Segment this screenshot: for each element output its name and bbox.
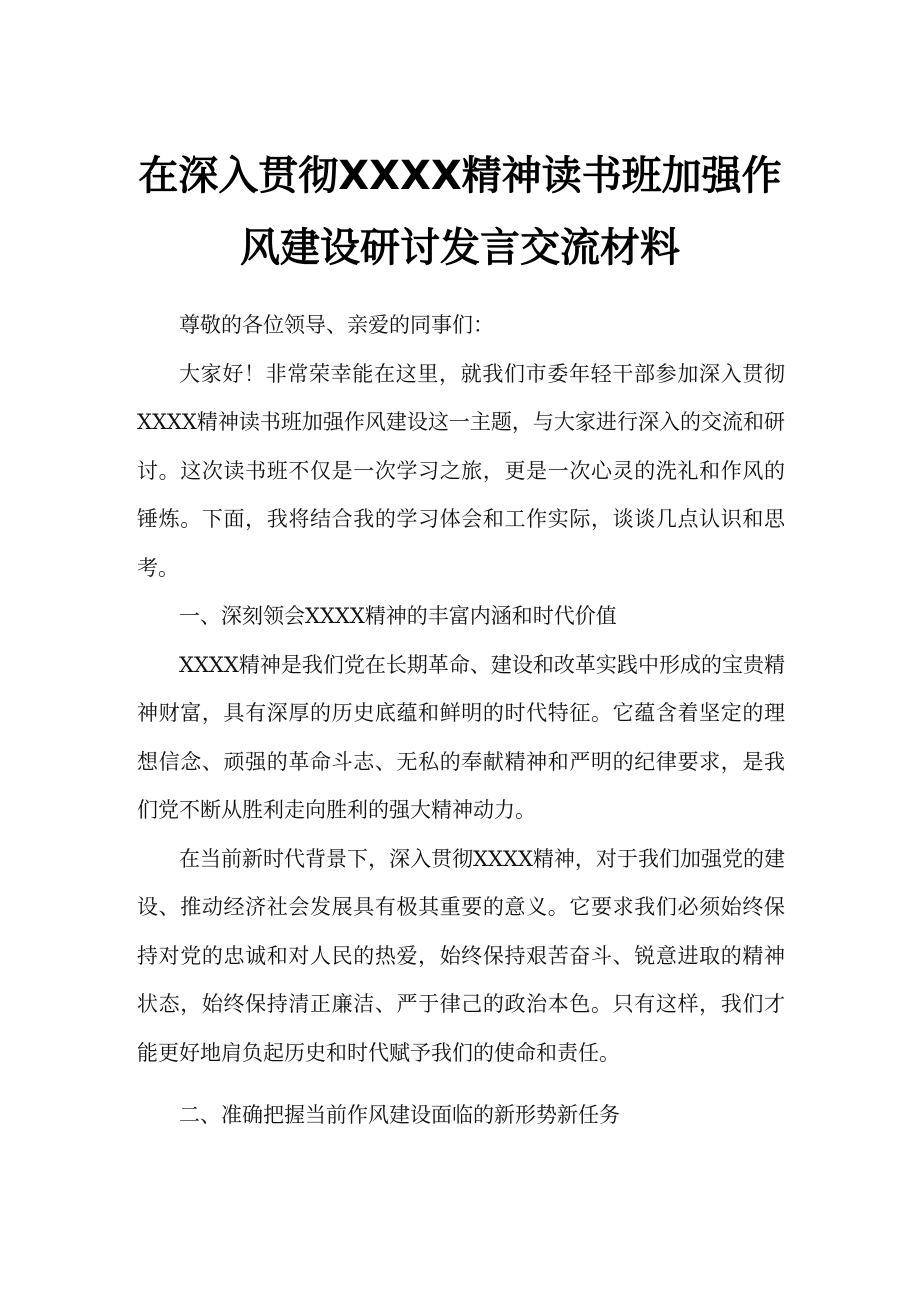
- section-1-heading: 一、深刻领会XXXX精神的丰富内涵和时代价值: [179, 604, 617, 628]
- salutation: 尊敬的各位领导、亲爱的同事们：: [179, 313, 494, 337]
- section-1-paragraph-1: XXXX精神是我们党在长期革命、建设和改革实践中形成的宝贵精神财富，具有深厚的历史底蕴和鲜明的时代特征。它蕴含着坚定的理想信念、顽强的革命斗志、无私的奉献精神和严明的纪律要求，是我们党不断从胜利走向胜利的强大精神动力。: [137, 652, 785, 822]
- intro-paragraph: 大家好！非常荣幸能在这里，就我们市委年轻干部参加深入贯彻XXXX精神读书班加强作风建设这一主题，与大家进行深入的交流和研讨。这次读书班不仅是一次学习之旅，更是一次心灵的洗礼和作风的锤炼。下面，我将结合我的学习体会和工作实际，谈谈几点认识和思考。: [137, 361, 785, 580]
- section-2-heading: 二、准确把握当前作风建设面临的新形势新任务: [179, 1103, 620, 1127]
- section-1-paragraph-2: 在当前新时代背景下，深入贯彻XXXX精神，对于我们加强党的建设、推动经济社会发展具有极其重要的意义。它要求我们必须始终保持对党的忠诚和对人民的热爱，始终保持艰苦奋斗、锐意进取的精神状态，始终保持清正廉洁、严于律己的政治本色。只有这样，我们才能更好地肩负起历史和时代赋予我们的使命和责任。: [137, 846, 785, 1065]
- title-line-2: 风建设研讨发言交流材料: [240, 225, 680, 271]
- document-title: [120, 140, 800, 284]
- title-line-1: 在深入贯彻XXXX精神读书班加强作: [138, 153, 782, 199]
- document-body: [137, 301, 785, 1140]
